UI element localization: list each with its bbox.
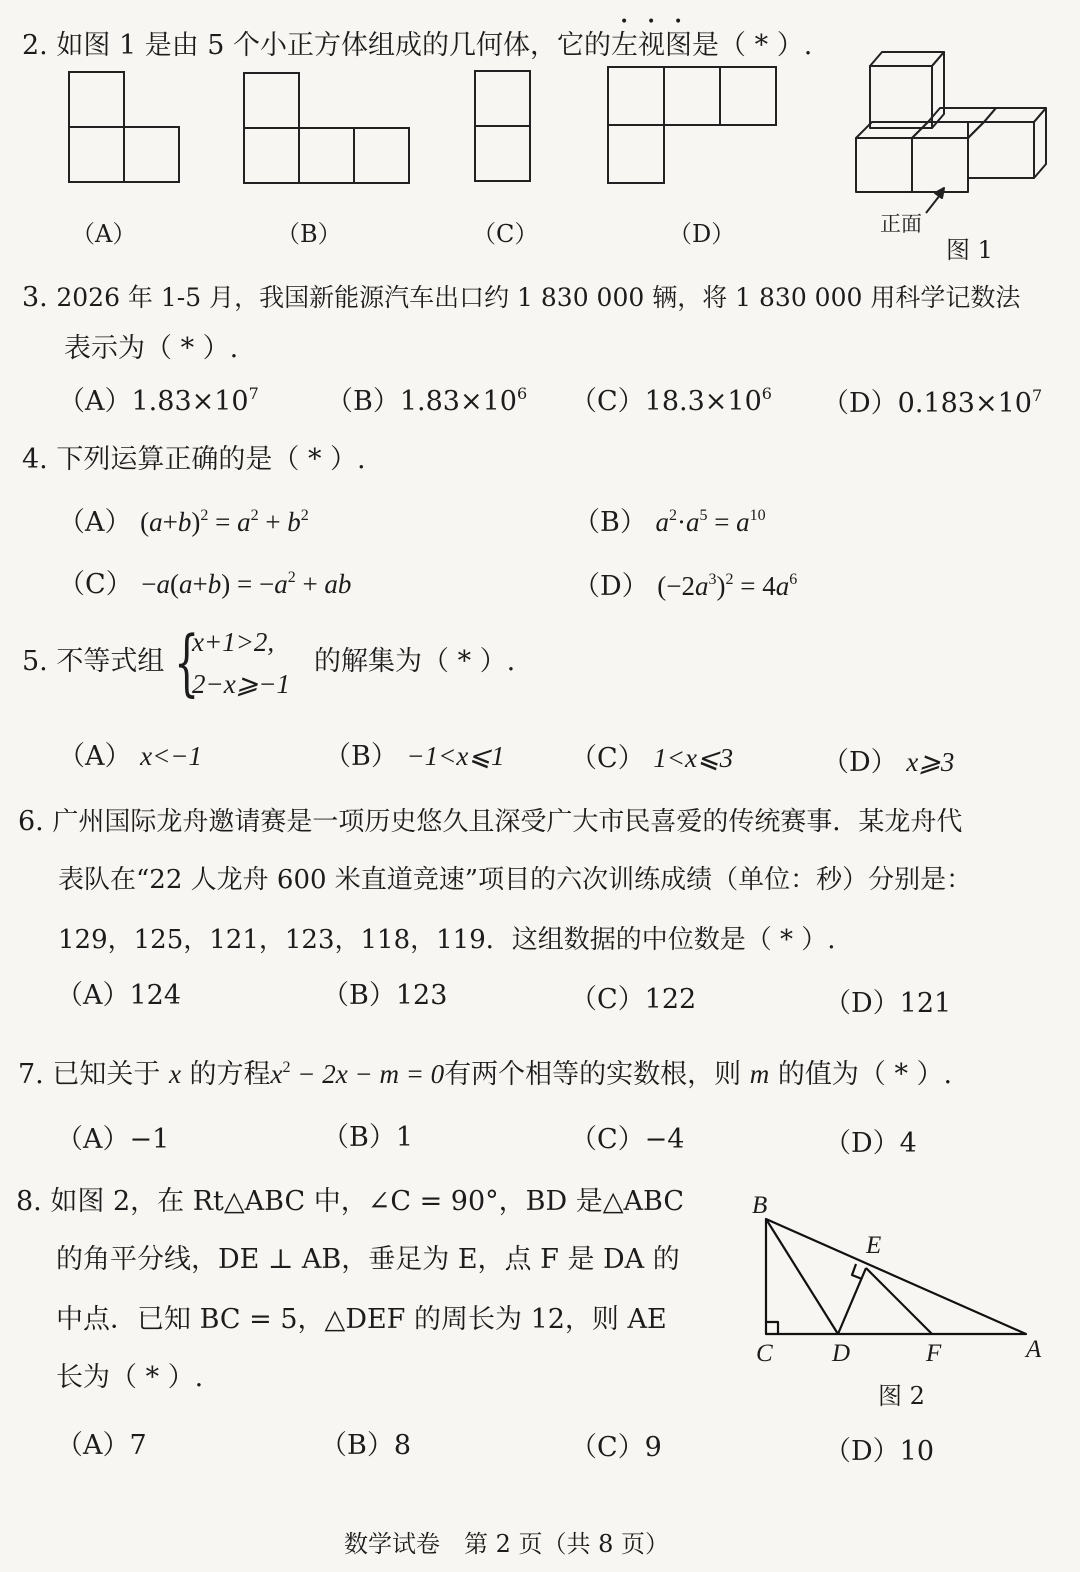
q7-option-a-label: （A） <box>56 1124 130 1155</box>
q3-option-a-exp: 7 <box>248 384 259 403</box>
q8-stem-text-1: 如图 2，在 Rt△ABC 中，∠C = 90°，BD 是△ABC <box>50 1186 684 1217</box>
q7-stem-text-d: 的值为（ * ）. <box>777 1059 953 1090</box>
q3-option-d-label: （D） <box>822 388 898 419</box>
q8-option-c <box>570 1432 662 1464</box>
q5-option-a-value: x<−1 <box>140 741 203 771</box>
q8-option-b <box>320 1430 411 1462</box>
q5-stem-text-b: 的解集为（ * ）. <box>314 646 516 677</box>
q2-stem-text-a: 如图 1 是由 5 个小正方体组成的几何体，它的 <box>56 30 612 61</box>
q7-option-b-label: （B） <box>322 1122 396 1153</box>
page-footer: 数学试卷 第 2 页（共 8 页） <box>344 1530 670 1558</box>
q2-stem-emphasis: 左视图 <box>611 30 693 61</box>
q5-brace: { <box>174 620 200 704</box>
q6-option-b-label: （B） <box>322 980 396 1011</box>
figure-2-point-f: F <box>926 1340 942 1367</box>
q8-option-d <box>824 1436 934 1468</box>
q5-stem-text-a: 不等式组 <box>56 646 165 677</box>
q4-stem-text: 下列运算正确的是（ * ）. <box>56 444 366 475</box>
q6-option-b-value: 123 <box>395 980 448 1011</box>
q3-option-a-value: 1.83×10 <box>131 386 249 417</box>
q8-number: 8. <box>16 1186 42 1217</box>
q5-option-a-label: （A） <box>58 741 132 772</box>
q6-stem-line2: 表队在“22 人龙舟 600 米直道竞速”项目的六次训练成绩（单位：秒）分别是： <box>58 865 973 895</box>
q6-stem-line3: 129，125，121，123，118，119．这组数据的中位数是（ * ）. <box>58 925 836 955</box>
q3-option-b-exp: 6 <box>516 384 528 403</box>
q7-option-a-value: −1 <box>129 1124 170 1155</box>
q8-option-b-label: （B） <box>320 1430 394 1461</box>
figure-2-point-a: A <box>1026 1336 1042 1363</box>
q8-option-a <box>56 1430 147 1462</box>
q4-option-a-label: （A） <box>58 507 132 538</box>
q8-option-b-value: 8 <box>393 1430 412 1461</box>
q7-option-d-value: 4 <box>899 1128 917 1159</box>
q6-option-a-value: 124 <box>129 980 182 1011</box>
q5-inequality-1: x+1>2, <box>192 627 275 657</box>
figure-2-point-c: C <box>756 1340 773 1367</box>
q2-number: 2. <box>22 30 48 61</box>
q8-option-c-label: （C） <box>570 1432 645 1463</box>
q7-option-c-value: −4 <box>644 1124 685 1155</box>
figure-2-point-d: D <box>832 1340 851 1367</box>
q5-number: 5. <box>22 646 48 677</box>
q3-option-a-label: （A） <box>58 386 132 417</box>
q5-option-c-value: 1<x⩽3 <box>653 743 734 773</box>
q8-stem-line4: 长为（ * ）. <box>56 1362 204 1393</box>
q7-option-c-label: （C） <box>570 1124 645 1155</box>
q3-stem-text: 2026 年 1-5 月，我国新能源汽车出口约 1 830 000 辆，将 1 830 000 用科学记数法 <box>56 283 1021 312</box>
q3-option-d-value: 0.183×10 <box>897 388 1032 419</box>
q6-option-d-label: （D） <box>824 988 900 1019</box>
q8-option-a-value: 7 <box>129 1430 147 1461</box>
q3-option-b-value: 1.83×10 <box>399 386 517 417</box>
q2-option-b-label: （B） <box>276 220 342 248</box>
q7-eq-x: x <box>270 1059 283 1089</box>
figure-2-point-b: B <box>752 1192 768 1219</box>
q3-option-c-exp: 6 <box>761 384 772 403</box>
q3-number: 3. <box>22 282 48 313</box>
figure-1-front-label: 正面 <box>880 212 922 236</box>
q7-number: 7. <box>18 1059 44 1090</box>
q6-option-a-label: （A） <box>56 980 130 1011</box>
q8-option-d-value: 10 <box>899 1436 935 1467</box>
q7-stem-text-b: 的方程 <box>189 1059 271 1090</box>
q7-var-x: x <box>168 1059 181 1089</box>
q4-option-c-label: （C） <box>58 569 133 600</box>
q3-option-b-label: （B） <box>326 386 400 417</box>
q7-option-b-value: 1 <box>395 1122 414 1153</box>
q5-inequality-2: 2−x⩾−1 <box>192 669 291 699</box>
q7-option-d-label: （D） <box>824 1128 900 1159</box>
q6-number: 6. <box>18 806 44 837</box>
figure-1-caption: 图 1 <box>946 236 993 264</box>
q3-stem-line2: 表示为（ * ）. <box>64 333 239 364</box>
q6-stem-text-1: 广州国际龙舟邀请赛是一项历史悠久且深受广大市民喜爱的传统赛事．某龙舟代 <box>52 807 963 837</box>
q4-number: 4. <box>22 444 48 475</box>
q2-option-d-label: （D） <box>668 220 736 248</box>
q5-option-c-label: （C） <box>570 743 645 774</box>
q6-option-d-value: 121 <box>899 988 952 1019</box>
q2-option-c-label: （C） <box>472 220 539 248</box>
q5-option-d-value: x⩾3 <box>906 747 955 777</box>
q2-option-a-label: （A） <box>71 220 137 248</box>
q3-option-c-label: （C） <box>570 386 645 417</box>
q7-eq-exp: 2 <box>282 1059 291 1076</box>
figure-2-caption: 图 2 <box>878 1382 925 1410</box>
q4-option-d-formula: $(-2a^3)^2 = 4a^6$ <box>657 571 798 601</box>
q5-option-b-value: −1<x⩽1 <box>406 741 505 771</box>
q3-option-d-exp: 7 <box>1031 386 1043 405</box>
q8-option-a-label: （A） <box>56 1430 130 1461</box>
q3-option-c-value: 18.3×10 <box>644 386 762 417</box>
q5-option-d-label: （D） <box>822 747 898 778</box>
q4-option-d-label: （D） <box>573 571 649 602</box>
q8-option-c-value: 9 <box>644 1432 662 1463</box>
q4-option-a-formula: $(a+b)^2 = a^2 + b^2$ <box>140 507 309 537</box>
q8-stem-line3: 中点．已知 BC = 5，△DEF 的周长为 12，则 AE <box>56 1304 667 1335</box>
q7-var-m: m <box>749 1059 770 1089</box>
q8-stem-line2: 的角平分线，DE ⊥ AB，垂足为 E，点 F 是 DA 的 <box>56 1244 680 1275</box>
q4-option-b-formula: $a^2\cdot a^5 = a^{10}$ <box>655 507 766 537</box>
q2-stem-text-b: 是（ * ）. <box>692 30 813 61</box>
q6-option-c-label: （C） <box>570 984 645 1015</box>
q6-option-c-value: 122 <box>644 984 697 1015</box>
q7-stem-text-a: 已知关于 <box>52 1059 161 1090</box>
q8-option-d-label: （D） <box>824 1436 900 1467</box>
q4-option-c-formula: $-a(a+b) = -a^2$ + ab <box>141 569 352 599</box>
q4-option-b-label: （B） <box>573 507 647 538</box>
q5-option-b-label: （B） <box>324 741 398 772</box>
q7-eq-rest: − 2x − m = 0 <box>290 1059 445 1089</box>
q7-stem-text-c: 有两个相等的实数根，则 <box>444 1059 742 1090</box>
figure-2-point-e: E <box>866 1232 882 1259</box>
